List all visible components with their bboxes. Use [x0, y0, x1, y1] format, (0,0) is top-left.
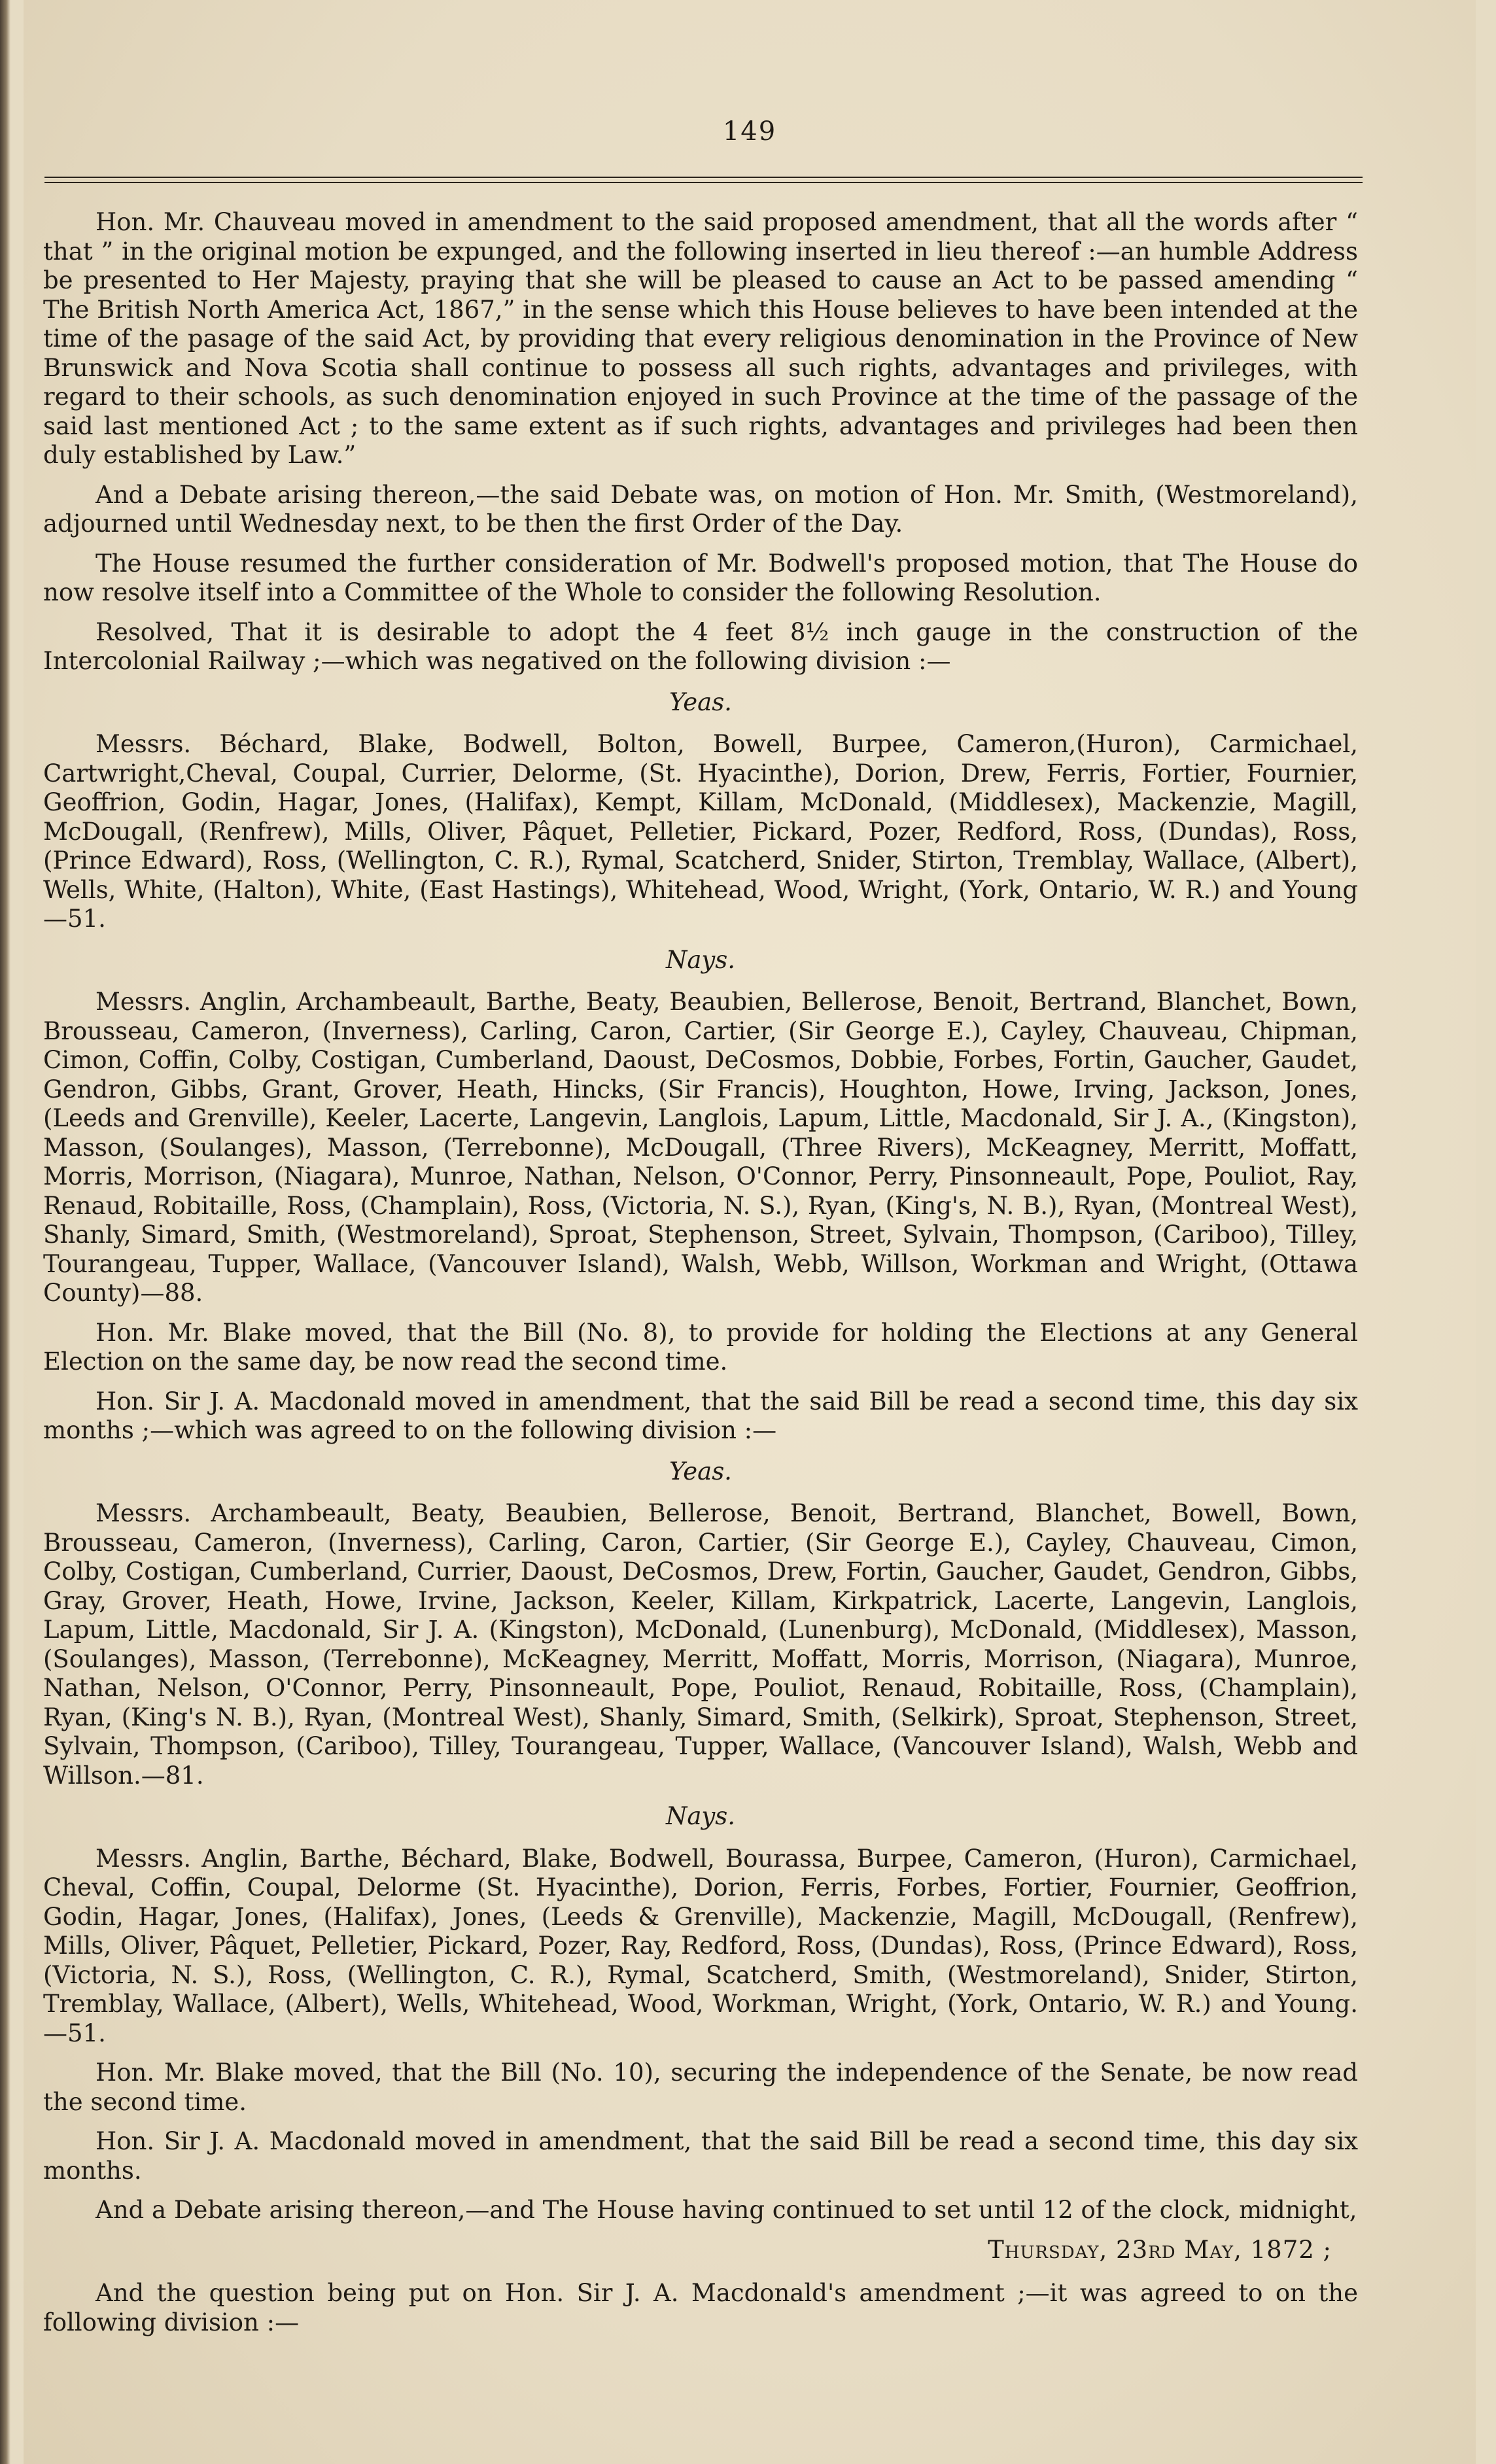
header-double-rule [44, 177, 1363, 183]
paragraph-debate-midnight: And a Debate arising thereon,—and The House having continued to set until 12 of the clock, midnight, [96, 2196, 1357, 2224]
page-binding-edge [0, 0, 10, 2464]
division-heading-yeas: Yeas. [669, 1457, 732, 1485]
paragraph-macdonald-amendment-bill-10: Hon. Sir J. A. Macdonald moved in amendment, that the said Bill be read a second time, this day six months. [43, 2127, 1358, 2185]
division-list-nays: Messrs. Anglin, Archambeault, Barthe, Beaty, Beaubien, Bellerose, Benoit, Bertrand, Blanchet, Bown, Brousseau, Cameron, (Inverness), Carling, Caron, Cartier, (Sir George E.), Cayley, Chauveau, Chipman, Cimon, Coffin, Colby, Costigan, Cumberland, Daoust, DeCosmos, Dobbie, Forbes, Fortin, Gaucher, Gaudet, Gendron, Gibbs, Grant, Grover, Heath, Hincks, (Sir Francis), Houghton, Howe, Irving, Jackson, Jones, (Leeds and Grenville), Keeler, Lacerte, Langevin, Langlois, Lapum, Little, Macdonald, Sir J. A., (Kingston), Masson, (Soulanges), Masson, (Terrebonne), McDougall, (Three Rivers), McKeagney, Merritt, Moffatt, Morris, Morrison, (Niagara), Munroe, Nathan, Nelson, O'Connor, Perry, Pinsonneault, Pope, Pouliot, Ray, Renaud, Robitaille, Ross, (Champlain), Ross, (Victoria, N. S.), Ryan, (King's, N. B.), Ryan, (Montreal West), Shanly, Simard, Smith, (Westmoreland), Sproat, Stephenson, Street, Sylvain, Thompson, (Cariboo), Tilley, Tourangeau, Tupper, Wallace, (Vancouver Island), Walsh, Webb, Willson, Workman and Wright, (Ottawa County)—88. [43, 988, 1358, 1307]
paragraph-resolved-gauge: Resolved, That it is desirable to adopt the 4 feet 8½ inch gauge in the construction of the Intercolonial Railway ;—which was negatived on the following division :— [43, 617, 1358, 675]
paragraph-chauveau-amendment: Hon. Mr. Chauveau moved in amendment to the said proposed amendment, that all the words after “ that ” in the original motion be expunged, and the following inserted in lieu thereof :—an humble Address be presented to Her Majesty, praying that she will be pleased to cause an Act to be passed amending “ The British North America Act, 1867,” in the sense which this House believes to have been intended at the time of the pasage of the said Act, by providing that every religious denomination in the Province of New Brunswick and Nova Scotia shall continue to possess all such rights, advantages and privileges, with regard to their schools, as such denomination enjoyed in such Province at the time of the passage of the said last mentioned Act ; to the same extent as if such rights, advantages and privileges had been then duly established by Law.” [43, 208, 1358, 469]
division-heading-nays: Nays. [665, 945, 736, 974]
division-heading-nays: Nays. [665, 1802, 736, 1830]
paragraph-macdonald-amendment-bill-8: Hon. Sir J. A. Macdonald moved in amendment, that the said Bill be read a second time, this day six months ;—which was agreed to on the following division :— [43, 1387, 1358, 1444]
paragraph-house-resumed: The House resumed the further consideration of Mr. Bodwell's proposed motion, that The House do now resolve itself into a Committee of the Whole to consider the following Resolution. [43, 549, 1358, 606]
page-body [43, 208, 1358, 2348]
document-page [24, 0, 1476, 2464]
division-list-nays: Messrs. Anglin, Barthe, Béchard, Blake, Bodwell, Bourassa, Burpee, Cameron, (Huron), Carmichael, Cheval, Coffin, Coupal, Delorme (St. Hyacinthe), Dorion, Ferris, Forbes, Fortier, Fournier, Geoffrion, Godin, Hagar, Jones, (Halifax), Jones, (Leeds & Grenville), Mackenzie, Magill, McDougall, (Renfrew), Mills, Oliver, Pâquet, Pelletier, Pickard, Pozer, Ray, Redford, Ross, (Dundas), Ross, (Prince Edward), Ross, (Victoria, N. S.), Ross, (Wellington, C. R.), Rymal, Scatcherd, Smith, (Westmoreland), Snider, Stirton, Tremblay, Wallace, (Albert), Wells, Whitehead, Wood, Workman, Wright, (York, Ontario, W. R.) and Young.—51. [43, 1844, 1358, 2047]
paragraph-blake-bill-10: Hon. Mr. Blake moved, that the Bill (No. 10), securing the independence of the Senate, be now read the second time. [43, 2058, 1358, 2116]
paragraph-blake-bill-8: Hon. Mr. Blake moved, that the Bill (No. 8), to provide for holding the Elections at any General Election on the same day, be now read the second time. [43, 1318, 1358, 1376]
division-heading-yeas: Yeas. [669, 687, 732, 716]
page-number: 149 [722, 116, 777, 147]
division-list-yeas: Messrs. Archambeault, Beaty, Beaubien, Bellerose, Benoit, Bertrand, Blanchet, Bowell, Bown, Brousseau, Cameron, (Inverness), Carling, Caron, Cartier, (Sir George E.), Cayley, Chauveau, Cimon, Colby, Costigan, Cumberland, Currier, Daoust, DeCosmos, Drew, Fortin, Gaucher, Gaudet, Gendron, Gibbs, Gray, Grover, Heath, Howe, Irvine, Jackson, Keeler, Killam, Kirkpatrick, Lacerte, Langevin, Langlois, Lapum, Little, Macdonald, Sir J. A. (Kingston), McDonald, (Lunenburg), McDonald, (Middlesex), Masson, (Soulanges), Masson, (Terrebonne), McKeagney, Merritt, Moffatt, Morris, Morrison, (Niagara), Munroe, Nathan, Nelson, O'Connor, Perry, Pinsonneault, Pope, Pouliot, Renaud, Robitaille, Ross, (Champlain), Ryan, (King's N. B.), Ryan, (Montreal West), Shanly, Simard, Smith, (Selkirk), Sproat, Stephenson, Street, Sylvain, Thompson, (Cariboo), Tilley, Tourangeau, Tupper, Wallace, (Vancouver Island), Walsh, Webb and Willson.—81. [43, 1499, 1358, 1790]
paragraph-debate-adjourned: And a Debate arising thereon,—the said Debate was, on motion of Hon. Mr. Smith, (Westmoreland), adjourned until Wednesday next, to be then the first Order of the Day. [43, 480, 1358, 538]
sitting-date-line: Thursday, 23rd May, 1872 ; [988, 2235, 1332, 2264]
paragraph-question-put: And the question being put on Hon. Sir J. A. Macdonald's amendment ;—it was agreed to on the following division :— [43, 2279, 1358, 2336]
division-list-yeas: Messrs. Béchard, Blake, Bodwell, Bolton, Bowell, Burpee, Cameron,(Huron), Carmichael, Cartwright,Cheval, Coupal, Currier, Delorme, (St. Hyacinthe), Dorion, Drew, Ferris, Fortier, Fournier, Geoffrion, Godin, Hagar, Jones, (Halifax), Kempt, Killam, McDonald, (Middlesex), Mackenzie, Magill, McDougall, (Renfrew), Mills, Oliver, Pâquet, Pelletier, Pickard, Pozer, Redford, Ross, (Dundas), Ross, (Prince Edward), Ross, (Wellington, C. R.), Rymal, Scatcherd, Snider, Stirton, Tremblay, Wallace, (Albert), Wells, White, (Halton), White, (East Hastings), Whitehead, Wood, Wright, (York, Ontario, W. R.) and Young—51. [43, 730, 1358, 933]
